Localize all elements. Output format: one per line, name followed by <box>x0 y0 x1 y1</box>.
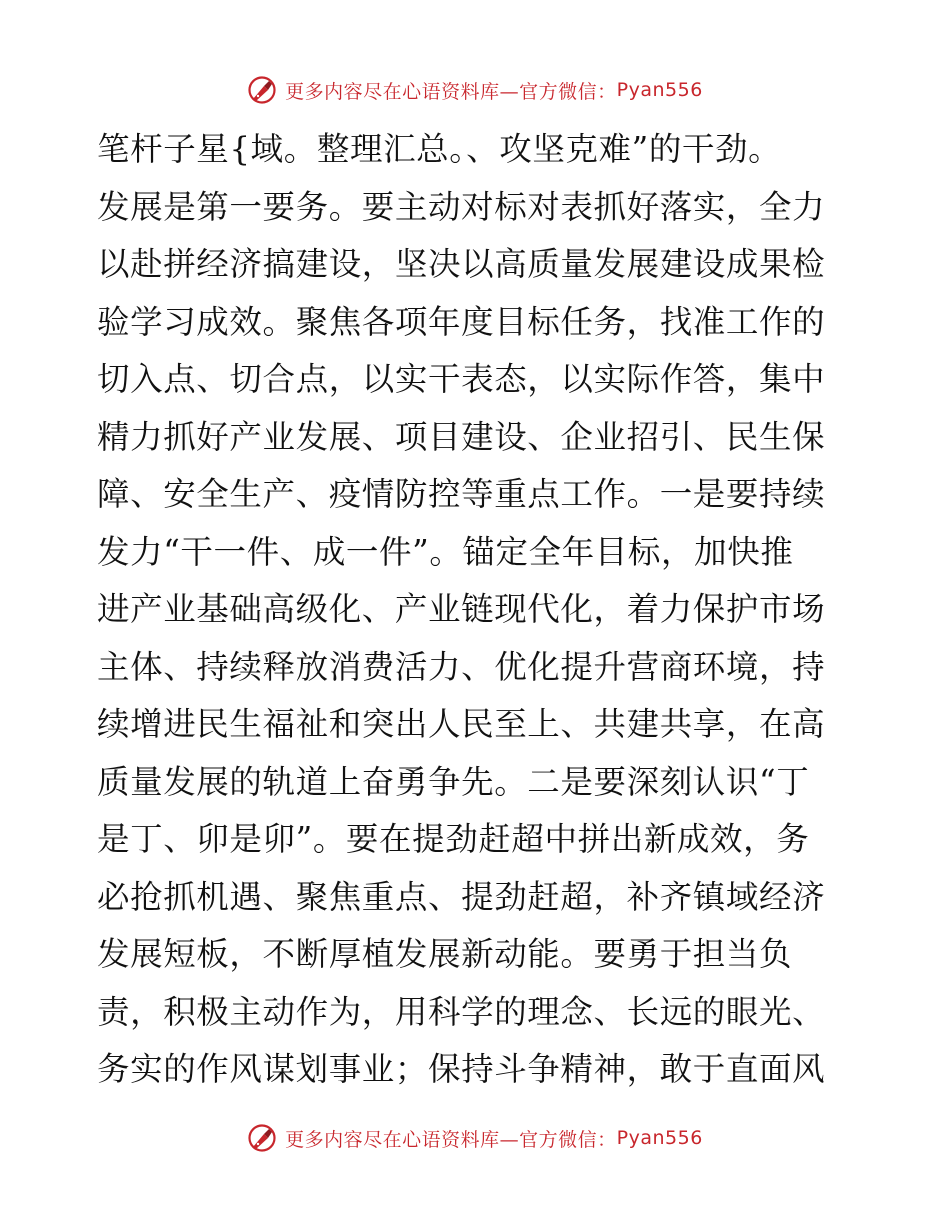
text-line: 发力“干一件、成一件”。锚定全年目标，加快推 <box>97 532 794 571</box>
watermark-text: 更多内容尽在心语资料库—官方微信： <box>285 80 617 103</box>
text-line: 发展短板，不断厚植发展新动能。要勇于担当负 <box>97 935 793 973</box>
text-line: 笔杆子星{域。整理汇总。、攻坚克难”的干劲。 <box>97 130 782 168</box>
text-line: 精力抓好产业发展、项目建设、企业招引、民生保 <box>97 417 826 456</box>
document-body <box>97 121 857 1099</box>
text-line: 责，积极主动作为，用科学的理念、长远的眼光、 <box>97 992 826 1031</box>
text-line: 切入点、切合点，以实干表态，以实际作答，集中 <box>97 360 826 398</box>
watermark-text: 更多内容尽在心语资料库—官方微信： <box>285 1128 617 1151</box>
text-line: 验学习成效。聚焦各项年度目标任务，找准工作的 <box>97 302 826 341</box>
text-line: 质量发展的轨道上奋勇争先。二是要深刻认识“丁 <box>97 762 810 801</box>
text-line: 续增进民生福祉和突出人民至上、共建共享，在高 <box>97 705 826 743</box>
text-line: 主体、持续释放消费活力、优化提升营商环境，持 <box>97 647 826 686</box>
watermark-wechat-id: Pyan556 <box>616 79 703 101</box>
watermark-header <box>0 70 950 110</box>
text-line: 是丁、卯是卯”。要在提劲赶超中拼出新成效，务 <box>97 820 810 858</box>
fountain-pen-circle-icon <box>247 1123 277 1153</box>
watermark-footer <box>0 1118 950 1158</box>
text-line: 发展是第一要务。要主动对标对表抓好落实，全力 <box>97 187 826 226</box>
text-line: 进产业基础高级化、产业链现代化，着力保护市场 <box>97 590 826 628</box>
watermark-wechat-id: Pyan556 <box>616 1127 703 1149</box>
fountain-pen-circle-icon <box>247 75 277 105</box>
text-line: 以赴拼经济搞建设，坚决以高质量发展建设成果检 <box>97 245 826 283</box>
text-line: 必抢抓机遇、聚焦重点、提劲赶超，补齐镇域经济 <box>97 877 826 916</box>
text-line: 障、安全生产、疫情防控等重点工作。一是要持续 <box>97 475 826 513</box>
text-line: 务实的作风谋划事业；保持斗争精神，敢于直面风 <box>97 1050 826 1088</box>
